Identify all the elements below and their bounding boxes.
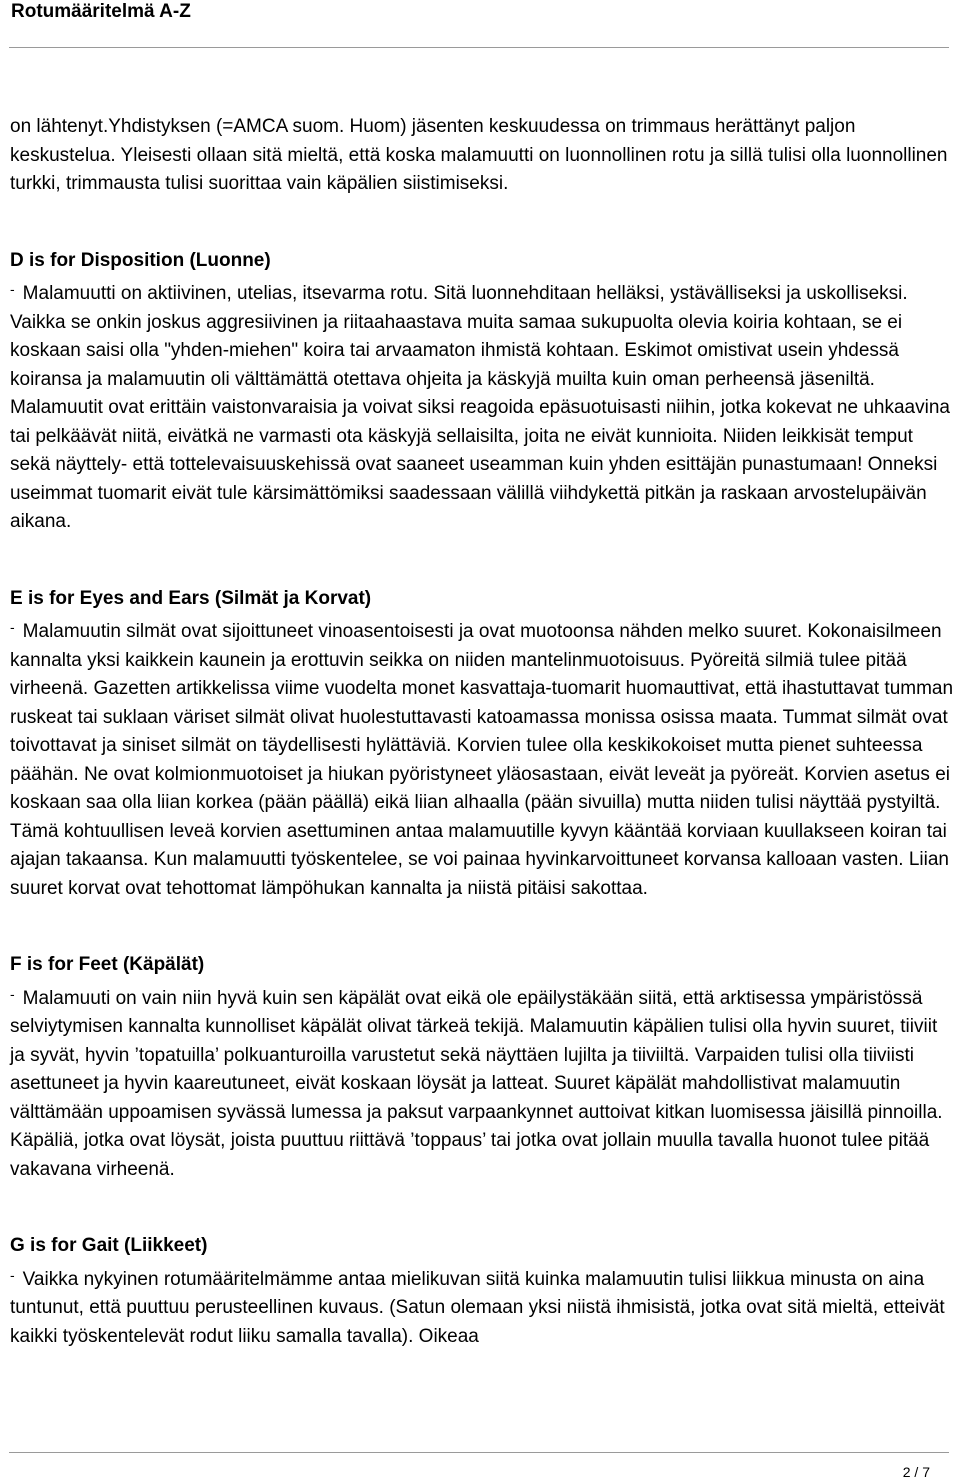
section-paragraph-d: [10, 275, 956, 537]
section-heading-g: G is for Gait (Liikkeet): [10, 1235, 208, 1256]
section-heading-e: E is for Eyes and Ears (Silmät ja Korvat): [10, 587, 372, 609]
footer-divider: [9, 1452, 949, 1453]
document-body: [10, 113, 956, 1351]
section-heading-d: D is for Disposition (Luonne): [10, 249, 271, 271]
section-text-d: Malamuutti on aktiivinen, utelias, itsevarma rotu. Sitä luonnehditaan helläksi, ystävälliseksi ja uskolliseksi. Vaikka se onkin joskus aggresiivinen ja riitaahaastava muita samaa sukupuolta olevia koiria kohtaan, se ei koskaan saisi olla "yhden-miehen" koira tai arvaamaton ihmistä kohtaan. Eskimot omistivat usein yhdessä koiransa ja malamuutin oli välttämättä otettava ohjeita ja käskyjä muilta kuin oman perheensä jäseniltä. Malamuutit ovat erittäin vaistonvaraisia ja voivat siksi reagoida epäsuotuisasti niihin, jotka kokevat ne uhkaavina tai pelkäävät niitä, eivätkä ne varmasti ota käskyjä sellaisilta, joita ne eivät kunnioita. Niiden leikkisät temput sekä näyttely- että tottelevaisuuskehissä ovat saaneet useamman kuin yhden esittäjän punastumaan! Onneksi useimmat tuomarit eivät tule kärsimättömiksi saadessaan välillä viihdykettä pitkän ja raskaan arvostelupäivän aikana.: [10, 283, 950, 532]
spacer: [10, 199, 956, 247]
section-text-g: Vaikka nykyinen rotumääritelmämme antaa mielikuvan siitä kuinka malamuutin tulisi liikkua minusta on aina tuntunut, että puuttuu perusteellinen kuvaus. (Satun olemaan yksi niistä ihmisistä, jotka ovat sitä mieltä, etteivät kaikki työskentelevät rodut liiku samalla tavalla). Oikeaa: [10, 1268, 945, 1347]
section-paragraph-f: [10, 980, 956, 1185]
list-dash: -: [10, 1266, 15, 1283]
spacer: [10, 903, 956, 951]
section-text-e: Malamuutin silmät ovat sijoittuneet vinoasentoisesti ja ovat muotoonsa nähden melko suuret. Kokonaisilmeen kannalta yksi kaikkein kaunein ja erottuvin seikka on niiden mantelinmuotoisuus. Pyöreitä silmiä tulee pitää virheenä. Gazetten artikkelissa viime vuodelta monet kasvattaja-tuomarit huomauttivat, että ihastuttavat tumman ruskeat tai suklaan väriset silmät olivat huolestuttavasti katoamassa monissa osissa maata. Tummat silmät ovat toivottavat ja siniset silmät on täydellisesti hylättäviä. Korvien tulee olla keskikokoiset mutta pienet suhteessa päähän. Ne ovat kolmionmuotoiset ja hiukan pyöristyneet yläosastaan, eivät leveät ja pyöreät. Korvien asetus ei koskaan saa olla liian korkea (pään päällä) eikä liian alhaalla (pään sivuilla) mutta niiden tulisi näyttää pystyiltä. Tämä kohtuullisen leveä korvien asettuminen antaa malamuutille kyvyn kääntää korviaan kuullakseen koiran tai ajajan takaansa. Kun malamuutti työskentelee, se voi painaa hyvinkarvoittuneet korvansa kalloaan vasten. Liian suuret korvat ovat tehottomat lämpöhukan kannalta ja niistä pitäisi sakottaa.: [10, 621, 954, 899]
section-text-f: Malamuuti on vain niin hyvä kuin sen käpälät ovat eikä ole epäilystäkään siitä, että arktisessa ympäristössä selviytymisen kannalta kunnolliset käpälät olivat tärkeä tekijä. Malamuutin käpälien tulisi olla hyvin suuret, tiiviit ja syvät, hyvin ’topatuilla’ polkuanturoilla varustetut sekä näyttäen lujilta ja tiiviiltä. Varpaiden tulisi olla tiiviisti asettuneet ja hyvin kaareutuneet, eivät koskaan löysät ja latteat. Suuret käpälät mahdollistivat malamuutin välttämään uppoamisen syvässä lumessa ja paksut varpaankynnet auttoivat kitkan luomisessa jäisillä pinnoilla. Käpäliä, jotka ovat löysät, joista puuttuu riittävä ’toppaus’ tai jotka ovat jollain muulla tavalla huonot tulee pitää vakavana virheenä.: [10, 987, 943, 1180]
section-paragraph-e: [10, 613, 956, 903]
header-divider: [9, 47, 949, 48]
section-paragraph-g: [10, 1261, 956, 1352]
intro-paragraph: on lähtenyt.Yhdistyksen (=AMCA suom. Huom) jäsenten keskuudessa on trimmaus herättänyt paljon keskustelua. Yleisesti ollaan sitä mieltä, että koska malamuutti on luonnollinen rotu ja sillä tulisi olla luonnollinen turkki, trimmausta tulisi suorittaa vain käpälien siistimiseksi.: [10, 116, 948, 194]
list-dash: -: [10, 985, 15, 1002]
list-dash: -: [10, 619, 15, 635]
list-dash: -: [10, 281, 15, 297]
spacer: [10, 1184, 956, 1232]
page-number: 2 / 7: [902, 1464, 930, 1480]
document-header-title: Rotumääritelmä A-Z: [11, 1, 191, 22]
section-heading-f: F is for Feet (Käpälät): [10, 954, 205, 975]
spacer: [10, 537, 956, 585]
